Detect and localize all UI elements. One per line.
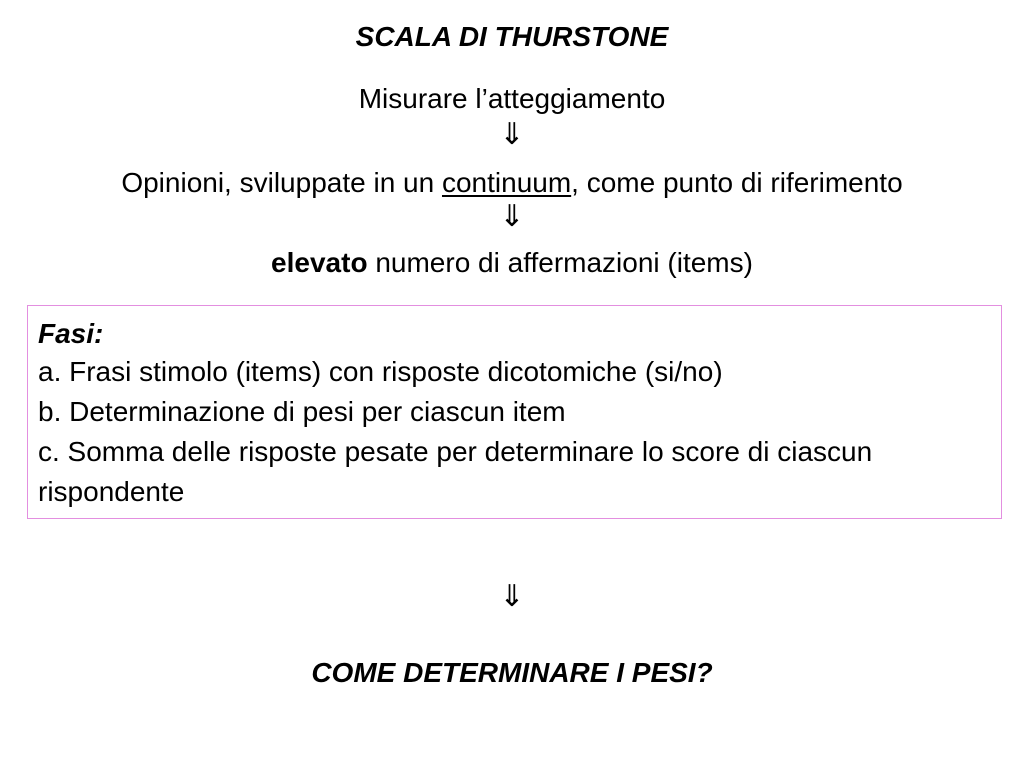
items-count-text	[0, 246, 1024, 280]
down-arrow-icon: ⇓	[499, 579, 525, 614]
items-count-suffix: numero di affermazioni (items)	[367, 247, 753, 278]
opinions-prefix: Opinioni, sviluppate in un	[121, 167, 442, 198]
slide-title: SCALA DI THURSTONE	[355, 21, 669, 52]
weights-question: COME DETERMINARE I PESI?	[311, 657, 713, 688]
phase-item-a: a. Frasi stimolo (items) con risposte dicotomiche (si/no)	[38, 356, 723, 387]
opinions-continuum-text	[0, 166, 1024, 200]
phases-content	[38, 316, 978, 512]
measure-attitude-text: Misurare l’atteggiamento	[358, 83, 666, 114]
elevato-word: elevato	[271, 247, 368, 278]
down-arrow-icon: ⇓	[499, 117, 525, 152]
opinions-suffix: , come punto di riferimento	[571, 167, 903, 198]
phase-item-c: c. Somma delle risposte pesate per determinare lo score di ciascun rispondente	[38, 436, 873, 507]
phases-box	[27, 305, 1002, 519]
down-arrow-icon: ⇓	[499, 199, 525, 234]
continuum-word: continuum	[441, 167, 572, 198]
phase-item-b: b. Determinazione di pesi per ciascun item	[38, 396, 566, 427]
phases-heading: Fasi:	[38, 318, 104, 349]
